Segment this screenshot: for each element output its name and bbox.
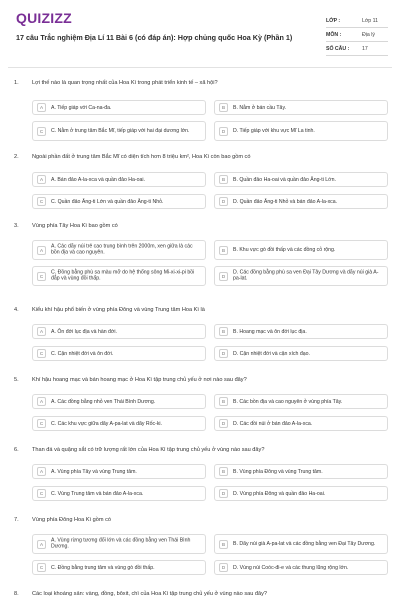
option-text: B. Hoang mạc và ôn đới lục địa. [233,328,307,335]
meta-label: SỐ CÂU : [326,46,350,52]
option-b[interactable] [214,100,388,115]
option-a[interactable] [32,172,206,187]
meta-value: 17 [362,46,368,52]
option-text: D. Cận nhiệt đới và cận xích đạo. [233,350,310,357]
option-letter: A [37,540,46,549]
option-letter: B [219,540,228,549]
question-number: 5. [14,377,19,383]
option-letter: A [37,327,46,336]
option-letter: B [219,246,228,255]
option-text: A. Tiếp giáp với Ca-na-đa. [51,104,112,111]
option-letter: C [37,197,46,206]
option-d[interactable] [214,416,388,431]
option-letter: C [37,272,46,281]
option-c[interactable] [32,486,206,501]
option-a[interactable] [32,394,206,409]
question-number: 8. [14,591,19,597]
option-letter: C [37,489,46,498]
option-text: D. Quần đảo Ăng-ti Nhỏ và bán đảo A-la-xca. [233,198,338,205]
option-letter: D [219,489,228,498]
option-text: B. Khu vực gò đồi thấp và các đồng cỏ rộng. [233,246,336,253]
meta-row-subject [326,28,388,42]
option-text: D. Vùng phía Đông và quần đảo Ha-oai. [233,490,326,497]
question-number: 4. [14,307,19,313]
option-b[interactable] [214,172,388,187]
option-text: D. Các đồng bằng phù sa ven Đại Tây Dương và dãy núi già A-pa-lat. [233,269,379,282]
question-number: 3. [14,223,19,229]
option-b[interactable] [214,394,388,409]
option-text: D. Tiếp giáp với khu vực Mĩ La tinh. [233,127,315,134]
option-d[interactable] [214,266,388,286]
question-number: 2. [14,154,19,160]
option-letter: C [37,127,46,136]
question-text: Ngoài phần đất ở trung tâm Bắc Mĩ có diện tích hơn 8 triệu km², Hoa Kì còn bao gồm có [32,154,251,160]
meta-value: Lớp 11 [362,18,378,24]
option-letter: D [219,272,228,281]
option-text: C. Quần đảo Ăng-ti Lớn và quần đảo Ăng-ti Nhỏ. [51,198,164,205]
option-letter: C [37,563,46,572]
option-text: B. Các bồn địa và cao nguyên ở vùng phía Tây. [233,398,343,405]
option-b[interactable] [214,324,388,339]
option-text: A. Ôn đới lục địa và hàn đới. [51,328,117,335]
header-divider [8,67,392,68]
option-d[interactable] [214,346,388,361]
meta-label: MÔN : [326,32,342,38]
meta-divider [326,55,388,56]
option-text: C. Nằm ở trung tâm Bắc Mĩ, tiếp giáp với hai đại dương lớn. [51,127,190,134]
option-letter: B [219,397,228,406]
option-text: B. Quần đảo Ha-oai và quần đảo Ăng-ti Lớn. [233,176,336,183]
option-c[interactable] [32,266,206,286]
question-number: 1. [14,80,19,86]
option-c[interactable] [32,121,206,141]
option-letter: A [37,246,46,255]
option-text: B. Dãy núi già A-pa-lat và các đồng bằng ven Đại Tây Dương. [233,540,376,547]
question-text: Các loại khoáng sản: vàng, đồng, bôxit, chì của Hoa Kì tập trung chủ yếu ở vùng nào sau đây? [32,591,268,597]
option-b[interactable] [214,464,388,479]
option-letter: B [219,103,228,112]
meta-row-count [326,42,388,56]
option-letter: A [37,397,46,406]
question-text: Kiểu khí hậu phổ biến ở vùng phía Đông và vùng Trung tâm Hoa Kì là [32,307,205,313]
option-letter: C [37,419,46,428]
option-text: B. Nằm ở bán cầu Tây. [233,104,287,111]
option-letter: D [219,127,228,136]
option-letter: D [219,419,228,428]
meta-value: Địa lý [362,32,375,38]
option-c[interactable] [32,346,206,361]
option-text: A. Các dãy núi trẻ cao trung bình trên 2000m, xen giữa là các bồn địa và cao nguyên. [51,243,193,256]
option-text: C. Vùng Trung tâm và bán đảo A-la-xca. [51,490,144,497]
option-text: D. Vùng núi Coóc-đi-e và các thung lũng rộng lớn. [233,564,349,571]
quiz-title: 17 câu Trắc nghiệm Địa Lí 11 Bài 6 (có đáp án): Hợp chủng quốc Hoa Kỳ (Phần 1) [16,33,293,42]
option-d[interactable] [214,121,388,141]
option-text: C. Đồng bằng trung tâm và vùng gò đồi thấp. [51,564,155,571]
option-text: D. Các đồi núi ở bán đảo A-la-xca. [233,420,313,427]
option-c[interactable] [32,560,206,575]
option-a[interactable] [32,464,206,479]
option-letter: A [37,467,46,476]
option-a[interactable] [32,534,206,554]
option-letter: B [219,175,228,184]
option-text: B. Vùng phía Đông và vùng Trung tâm. [233,468,323,475]
option-letter: B [219,327,228,336]
option-text: A. Các đồng bằng nhỏ ven Thái Bình Dương. [51,398,156,405]
quiz-meta [326,14,388,56]
option-letter: D [219,349,228,358]
question-number: 7. [14,517,19,523]
question-text: Vùng phía Tây Hoa Kì bao gồm có [32,223,118,229]
option-d[interactable] [214,486,388,501]
option-a[interactable] [32,100,206,115]
option-b[interactable] [214,534,388,554]
option-c[interactable] [32,194,206,209]
option-c[interactable] [32,416,206,431]
option-text: A. Vùng phía Tây và vùng Trung tâm. [51,468,137,475]
question-text: Than đá và quặng sắt có trữ lượng rất lớn của Hoa Kì tập trung chủ yếu ở vùng nào sau đây? [32,447,265,453]
option-letter: C [37,349,46,358]
option-d[interactable] [214,194,388,209]
quizizz-logo: QUIZIZZ [16,10,72,26]
meta-row-class [326,14,388,28]
question-text: Lợi thế nào là quan trọng nhất của Hoa Kì trong phát triển kinh tế – xã hội? [32,80,218,86]
option-text: C. Đồng bằng phù sa màu mỡ do hệ thống sông Mi-xi-xi-pi bồi đắp và vùng đồi thấp. [51,269,195,282]
option-d[interactable] [214,560,388,575]
question-text: Khí hậu hoang mạc và bán hoang mạc ở Hoa Kì tập trung chủ yếu ở nơi nào sau đây? [32,377,247,383]
option-text: C. Cận nhiệt đới và ôn đới. [51,350,114,357]
option-a[interactable] [32,240,206,260]
option-letter: D [219,197,228,206]
option-letter: D [219,563,228,572]
option-text: A. Vùng rừng tương đối lớn và các đồng bằng ven Thái Bình Dương. [51,537,191,550]
option-text: A. Bán đảo A-la-xca và quần đảo Ha-oai. [51,176,146,183]
question-number: 6. [14,447,19,453]
option-text: C. Các khu vực giữa dãy A-pa-lat và dãy Rốc-ki. [51,420,163,427]
option-b[interactable] [214,240,388,260]
meta-label: LỚP : [326,18,341,24]
option-letter: A [37,175,46,184]
option-a[interactable] [32,324,206,339]
question-text: Vùng phía Đông Hoa Kì gồm có [32,517,111,523]
quiz-header [0,0,400,64]
option-letter: B [219,467,228,476]
option-letter: A [37,103,46,112]
